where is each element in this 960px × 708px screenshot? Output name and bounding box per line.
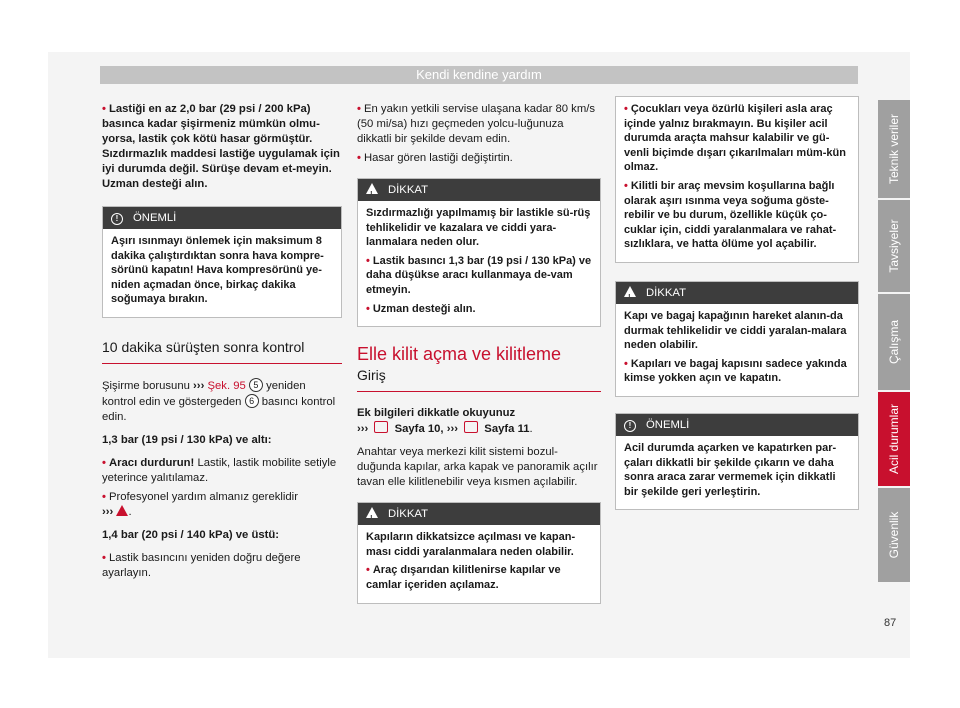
column-3 (615, 96, 859, 520)
bullet-icon: • (366, 564, 370, 577)
notice-body (616, 436, 858, 509)
bullet-item (624, 179, 850, 252)
callout-number: 6 (245, 394, 259, 408)
subheading: 1,3 bar (19 psi / 130 kPa) ve altı: (102, 433, 272, 446)
bullet-text: Uzman desteği alın. (372, 302, 476, 315)
notice-header (103, 207, 341, 229)
sidetab-guvenlik[interactable] (878, 488, 910, 582)
bullet-icon: • (366, 302, 370, 315)
paragraph (102, 378, 342, 425)
sidetab-label: Tavsiyeler (887, 219, 901, 273)
warning-title: DİKKAT (388, 184, 428, 196)
bullet-item: • Profesyonel yardım almanız gereklidir ››› . (102, 490, 298, 518)
bullet-icon: • (102, 103, 106, 115)
info-icon: ! (111, 213, 123, 225)
ref-arrow: ››› (102, 505, 114, 518)
subheading: 1,4 bar (20 psi / 140 kPa) ve üstü: (102, 528, 280, 541)
warning-icon (366, 507, 378, 518)
bullet-text: En yakın yetkili servise ulaşana kadar 80 km/s (50 mi/sa) hızı geçmeden yolcu-luğunuza dikkatli bir şekilde devam edin. (357, 103, 596, 145)
reference-block (357, 406, 601, 437)
book-icon (374, 421, 388, 433)
bullet-icon: • (102, 490, 106, 503)
warning-text: Kapıların dikkatsizce açılması ve kapan-ması ciddi yaralanmalara neden olabilir. (366, 531, 576, 558)
bullet-text: Profesyonel yardım almanız gereklidir (108, 490, 298, 503)
bullet-text: Lastik, lastik mobilite setiyle yeterince yalıtılamaz. (102, 456, 337, 484)
bullet-item (357, 151, 601, 166)
warning-text: Sızdırmazlığı yapılmamış bir lastikle sü-rüş tehlikelidir ve kazalara ve ciddi yara-lanmalara neden olur. (366, 207, 591, 249)
notice-text: Aşırı ısınmayı önlemek için maksimum 8 dakika çalıştırdıktan sonra hava kompre-sörünü kapatın! Hava kompresörünü ye-niden açmadan önce, birkaç dakika soğumaya bırakın. (111, 235, 324, 306)
bullet-text: Kilitli bir araç mevsim koşullarına bağlı olarak aşırı ısınma veya soğuma göste-rebilir ve bu durum, özellikle küçük ço-cuklar için, ciddi yaralanmalara ve rahat-sızlıklara, ve hatta ölüme yol açabilir. (624, 179, 837, 251)
warning-body (358, 201, 600, 326)
page-reference[interactable]: Sayfa 10, (394, 423, 444, 436)
bullet-item (366, 563, 592, 592)
subsection-title: Giriş (357, 368, 601, 392)
para-text: Şişirme borusunu (102, 379, 190, 392)
warning-body (616, 304, 858, 396)
para-text: basıncı kontrol edin. (102, 395, 336, 423)
bullet-icon: • (357, 152, 361, 164)
bullet-text: Araç dışarıdan kilitlenirse kapılar ve camlar içeriden açılamaz. (366, 564, 561, 591)
sidetab-calisma[interactable] (878, 294, 910, 390)
bullet-icon: • (624, 357, 628, 370)
page-number: 87 (884, 617, 897, 629)
bullet-item (102, 456, 342, 486)
warning-continuation-box (615, 96, 859, 263)
bullet-icon: • (624, 103, 628, 115)
warning-header (616, 282, 858, 304)
bullet-item (624, 102, 850, 175)
bullet-item (102, 102, 342, 192)
ref-arrow: ››› (357, 423, 369, 436)
warning-body (616, 97, 858, 262)
sidetab-acil-durumlar[interactable] (878, 392, 910, 486)
paragraph: Anahtar veya merkezi kilit sistemi bozul-duğunda kapılar, arka kapak ve panoramik açılır tavan elle kilitlenebilir veya kısmen açılabilir. (357, 446, 598, 489)
ref-arrow: ››› (446, 423, 459, 436)
notice-header (616, 414, 858, 436)
bullet-bold: Aracı durdurun! (108, 456, 195, 469)
notice-box (102, 206, 342, 318)
bullet-item (357, 102, 601, 147)
page-header: Kendi kendine yardım (100, 66, 858, 84)
bullet-item (624, 357, 850, 386)
bullet-text: Hasar gören lastiği değiştirtin. (363, 152, 513, 164)
bullet-item (366, 254, 592, 298)
ref-end: . (529, 423, 533, 436)
column-1 (102, 102, 342, 589)
book-icon (464, 421, 478, 433)
bullet-icon: • (102, 456, 106, 469)
bullet-icon: • (102, 551, 106, 564)
notice-box (615, 413, 859, 510)
notice-title: ÖNEMLİ (646, 418, 690, 431)
figure-link[interactable]: Şek. 95 (207, 379, 246, 392)
warning-icon[interactable] (116, 505, 128, 516)
warning-icon (624, 286, 636, 297)
bullet-text: Çocukları veya özürlü kişileri asla araç içinde yalnız bırakmayın. Bu kişiler acil durumda araçta mahsur kalabilir ve gü-venli biçimde dışarı çıkarılmaları müm-kün olmaz. (624, 103, 846, 174)
warning-header (358, 179, 600, 201)
ref-arrow: ››› (193, 379, 205, 392)
bullet-item (366, 302, 592, 317)
sidetab-tavsiyeler[interactable] (878, 200, 910, 292)
bullet-item (102, 551, 342, 581)
sidetab-label: Acil durumlar (887, 403, 901, 475)
callout-number: 5 (249, 378, 263, 392)
warning-title: DİKKAT (646, 286, 686, 299)
para-text: yeniden kontrol edin ve göstergeden (102, 379, 306, 408)
notice-title: ÖNEMLİ (133, 212, 177, 224)
page-reference[interactable]: Sayfa 11 (484, 423, 530, 436)
section-title: 10 dakika sürüşten sonra kontrol (102, 340, 342, 364)
bullet-icon: • (366, 254, 370, 267)
warning-text: Kapı ve bagaj kapağının hareket alanın-da durmak tehlikelidir ve ciddi yaralan-malara neden olabilir. (624, 309, 847, 352)
warning-body (358, 525, 600, 602)
bullet-icon: • (624, 179, 628, 192)
chapter-title: Elle kilit açma ve kilitleme (357, 344, 562, 365)
sidetab-label: Güvenlik (887, 511, 901, 559)
column-2 (357, 102, 601, 614)
bullet-text: Lastik basıncı 1,3 bar (19 psi / 130 kPa) ve daha düşükse aracı kullanmaya de-vam etmeyin. (366, 254, 592, 296)
notice-body (103, 229, 341, 317)
warning-header (358, 503, 600, 525)
warning-box (357, 502, 601, 603)
bullet-icon: • (357, 103, 361, 115)
sidetab-label: Çalışma (887, 319, 901, 365)
notice-text: Acil durumda açarken ve kapatırken par-çaları dikkatli bir şekilde çıkarın ve daha sonra araca zarar vermemek için dikkatli bir şekilde geri yerleştirin. (624, 441, 837, 498)
bullet-text: Kapıları ve bagaj kapısını sadece yakında kimse yokken açın ve kapatın. (624, 357, 847, 385)
sidetab-label: Teknik veriler (887, 113, 901, 185)
extra-info-label: Ek bilgileri dikkatle okuyunuz (357, 407, 516, 420)
sidetab-teknik-veriler[interactable] (878, 100, 910, 198)
warning-title: DİKKAT (388, 508, 428, 521)
bullet-text: Lastiği en az 2,0 bar (29 psi / 200 kPa) basınca kadar şişirmeniz mümkün olmu-yorsa, lastik çok kötü hasar görmüştür. Sızdırmazlık maddesi lastiğe uygulamak için iyi durumda değil. Sürüşe devam et-meyin. Uzman desteği alın. (102, 103, 340, 190)
warning-box (615, 281, 859, 397)
warning-icon (366, 183, 378, 194)
bullet-text: Lastik basıncını yeniden doğru değere ayarlayın. (102, 551, 301, 579)
info-icon: ! (624, 420, 636, 432)
warning-box (357, 178, 601, 327)
